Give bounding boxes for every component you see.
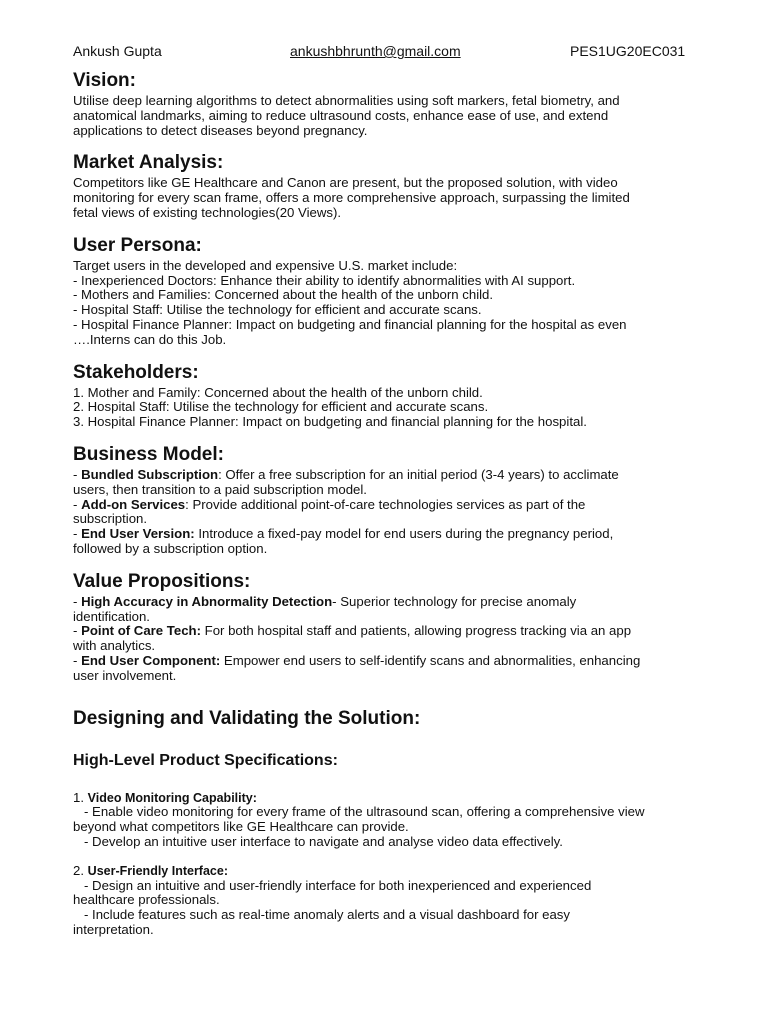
- business-item: - Add-on Services: Provide additional point-of-care technologies services as part of the: [73, 496, 586, 512]
- value-item: - High Accuracy in Abnormality Detection- Superior technology for precise anomaly: [73, 593, 577, 609]
- designing-heading: Designing and Validating the Solution:: [73, 707, 421, 729]
- vision-line: Utilise deep learning algorithms to detect abnormalities using soft markers, fetal biometry, and: [73, 93, 620, 108]
- business-item-cont: users, then transition to a paid subscription model.: [73, 481, 367, 497]
- spec-line: beyond what competitors like GE Healthcare can provide.: [73, 819, 409, 835]
- persona-line: - Inexperienced Doctors: Enhance their ability to identify abnormalities with AI support.: [73, 272, 576, 288]
- stakeholder-line: 1. Mother and Family: Concerned about the health of the unborn child.: [73, 384, 483, 400]
- vision-line: applications to detect diseases beyond pregnancy.: [73, 122, 368, 138]
- stakeholder-line: 3. Hospital Finance Planner: Impact on budgeting and financial planning for the hospital.: [73, 414, 587, 430]
- spec-line: - Include features such as real-time anomaly alerts and a visual dashboard for easy: [73, 907, 570, 923]
- business-item: - End User Version: Introduce a fixed-pay model for end users during the pregnancy period,: [73, 526, 614, 542]
- value-item-cont: identification.: [73, 608, 150, 624]
- business-item: - Bundled Subscription: Offer a free subscription for an initial period (3-4 years) to acclimate: [73, 466, 619, 482]
- student-id: PES1UG20EC031: [570, 43, 686, 59]
- persona-line: - Mothers and Families: Concerned about the health of the unborn child.: [73, 287, 494, 303]
- document-body: [73, 68, 703, 938]
- business-item-cont: followed by a subscription option.: [73, 540, 268, 556]
- value-item-cont: user involvement.: [73, 667, 177, 683]
- market-line: Competitors like GE Healthcare and Canon are present, but the proposed solution, with video: [73, 175, 618, 191]
- author-email-link[interactable]: ankushbhrunth@gmail.com: [290, 43, 461, 59]
- spec-line: - Develop an intuitive user interface to navigate and analyse video data effectively.: [73, 833, 563, 849]
- spec-line: interpretation.: [73, 921, 154, 937]
- vision-heading: Vision:: [73, 70, 136, 91]
- vision-line: anatomical landmarks, aiming to reduce ultrasound costs, enhance ease of use, and extend: [73, 107, 609, 123]
- spec-line: - Enable video monitoring for every frame of the ultrasound scan, offering a comprehensive view: [73, 804, 645, 820]
- value-propositions-heading: Value Propositions:: [73, 570, 251, 592]
- spec-title: 2. User-Friendly Interface:: [73, 862, 228, 878]
- persona-line: - Hospital Staff: Utilise the technology for efficient and accurate scans.: [73, 302, 482, 318]
- value-item-cont: with analytics.: [73, 638, 156, 654]
- market-analysis-heading: Market Analysis:: [73, 152, 224, 174]
- business-item-cont: subscription.: [73, 511, 148, 527]
- spec-line: - Design an intuitive and user-friendly interface for both inexperienced and experienced: [73, 877, 592, 893]
- market-line: fetal views of existing technologies(20 Views).: [73, 204, 342, 220]
- persona-line: Target users in the developed and expensive U.S. market include:: [73, 257, 458, 273]
- author-name: Ankush Gupta: [73, 43, 162, 59]
- spec-title: 1. Video Monitoring Capability:: [73, 789, 257, 805]
- market-line: monitoring for every scan frame, offers a more comprehensive approach, surpassing the limited: [73, 190, 630, 206]
- stakeholder-line: 2. Hospital Staff: Utilise the technology for efficient and accurate scans.: [73, 399, 489, 415]
- persona-line: - Hospital Finance Planner: Impact on budgeting and financial planning for the hospital as even: [73, 316, 627, 332]
- business-model-heading: Business Model:: [73, 443, 224, 465]
- persona-line: ….Interns can do this Job.: [73, 331, 227, 347]
- stakeholders-heading: Stakeholders:: [73, 361, 199, 383]
- specifications-subheading: High-Level Product Specifications:: [73, 751, 338, 769]
- spec-line: healthcare professionals.: [73, 892, 220, 908]
- user-persona-heading: User Persona:: [73, 234, 202, 256]
- value-item: - End User Component: Empower end users to self-identify scans and abnormalities, enhancing: [73, 652, 641, 668]
- value-item: - Point of Care Tech: For both hospital staff and patients, allowing progress tracking via an app: [73, 623, 632, 639]
